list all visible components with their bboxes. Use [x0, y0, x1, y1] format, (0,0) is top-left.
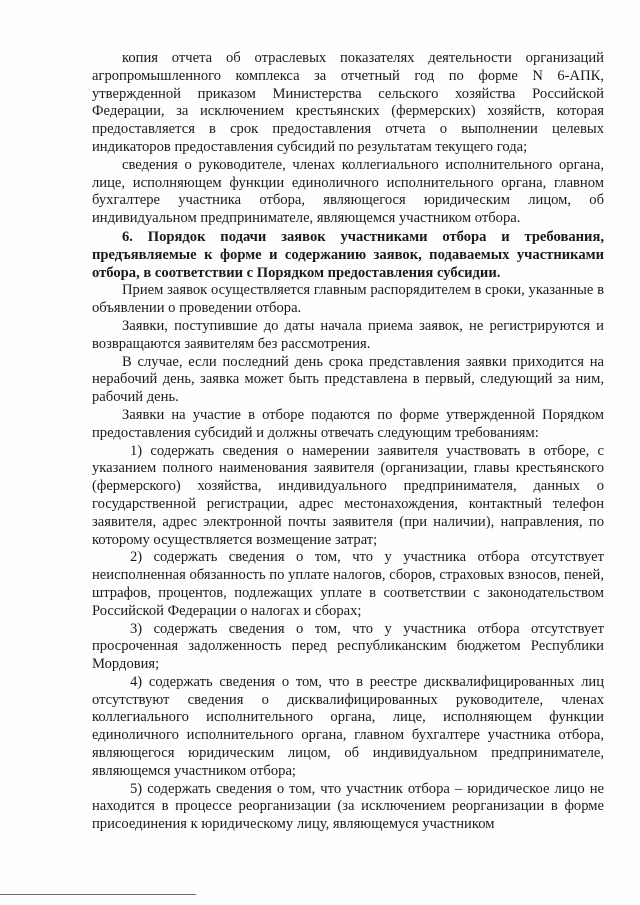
list-item-requirement-3: 3) содержать сведения о том, что у участника отбора отсутствует просроченная задолженность перед республиканским бюджетом Республики Мордовия;	[92, 620, 604, 673]
paragraph-report-copy: копия отчета об отраслевых показателях деятельности организаций агропромышленного комплекса за отчетный год по форме N 6-АПК, утвержденной приказом Министерства сельского хозяйства Российской Федерации, за исключением крестьянских (фермерских) хозяйств, которая предоставляется в срок предоставления отчета о выполнении целевых индикаторов предоставления субсидий по результатам текущего года;	[92, 50, 604, 155]
list-item-requirement-4: 4) содержать сведения о том, что в реестре дисквалифицированных лиц отсутствуют сведения о дисквалифицированных руководителе, членах коллегиального исполнительного органа, лице, исполняющем функции единоличного исполнительного органа, главном бухгалтере участника отбора, являющегося юридическим лицом, об индивидуальном предпринимателе, являющемся участником отбора;	[92, 673, 604, 779]
footer-divider	[0, 894, 196, 895]
list-item-requirement-2: 2) содержать сведения о том, что у участника отбора отсутствует неисполненная обязанность по уплате налогов, сборов, страховых взносов, пеней, штрафов, процентов, подлежащих уплате в соответствии с законодательством Российской Федерации о налогах и сборах;	[92, 549, 604, 619]
section-heading-6: 6. Порядок подачи заявок участниками отбора и требования, предъявляемые к форме и содержанию заявок, подаваемых участниками отбора, в соответствии с Порядком предоставления субсидии.	[92, 228, 604, 281]
paragraph-application-form: Заявки на участие в отборе подаются по форме утвержденной Порядком предоставления субсидий и должны отвечать следующим требованиям:	[92, 406, 604, 441]
paragraph-nonworking-day: В случае, если последний день срока представления заявки приходится на нерабочий день, заявка может быть представлена в первый, следующий за ним, рабочий день.	[92, 353, 604, 406]
paragraph-management-info: сведения о руководителе, членах коллегиального исполнительного органа, лице, исполняющем функции единоличного исполнительного органа, главном бухгалтере участника отбора, являющегося юридическим лицом, об индивидуальном предпринимателе, являющемся участником отбора.	[92, 156, 604, 227]
paragraph-receipt-of-applications: Прием заявок осуществляется главным распорядителем в сроки, указанные в объявлении о проведении отбора.	[92, 282, 604, 317]
list-item-requirement-5: 5) содержать сведения о том, что участник отбора – юридическое лицо не находится в процессе реорганизации (за исключением реорганизации в форме присоединения к юридическому лицу, являющемуся участником	[92, 780, 604, 833]
document-body	[92, 50, 604, 834]
paragraph-early-applications: Заявки, поступившие до даты начала приема заявок, не регистрируются и возвращаются заявителям без рассмотрения.	[92, 317, 604, 352]
list-item-requirement-1: 1) содержать сведения о намерении заявителя участвовать в отборе, с указанием полного наименования заявителя (организации, главы крестьянского (фермерского) хозяйства, индивидуального предпринимателя, данных о государственной регистрации, адрес местонахождения, контактный телефон заявителя, адрес электронной почты заявителя (при наличии), направления, по которому осуществляется возмещение затрат;	[92, 442, 604, 548]
